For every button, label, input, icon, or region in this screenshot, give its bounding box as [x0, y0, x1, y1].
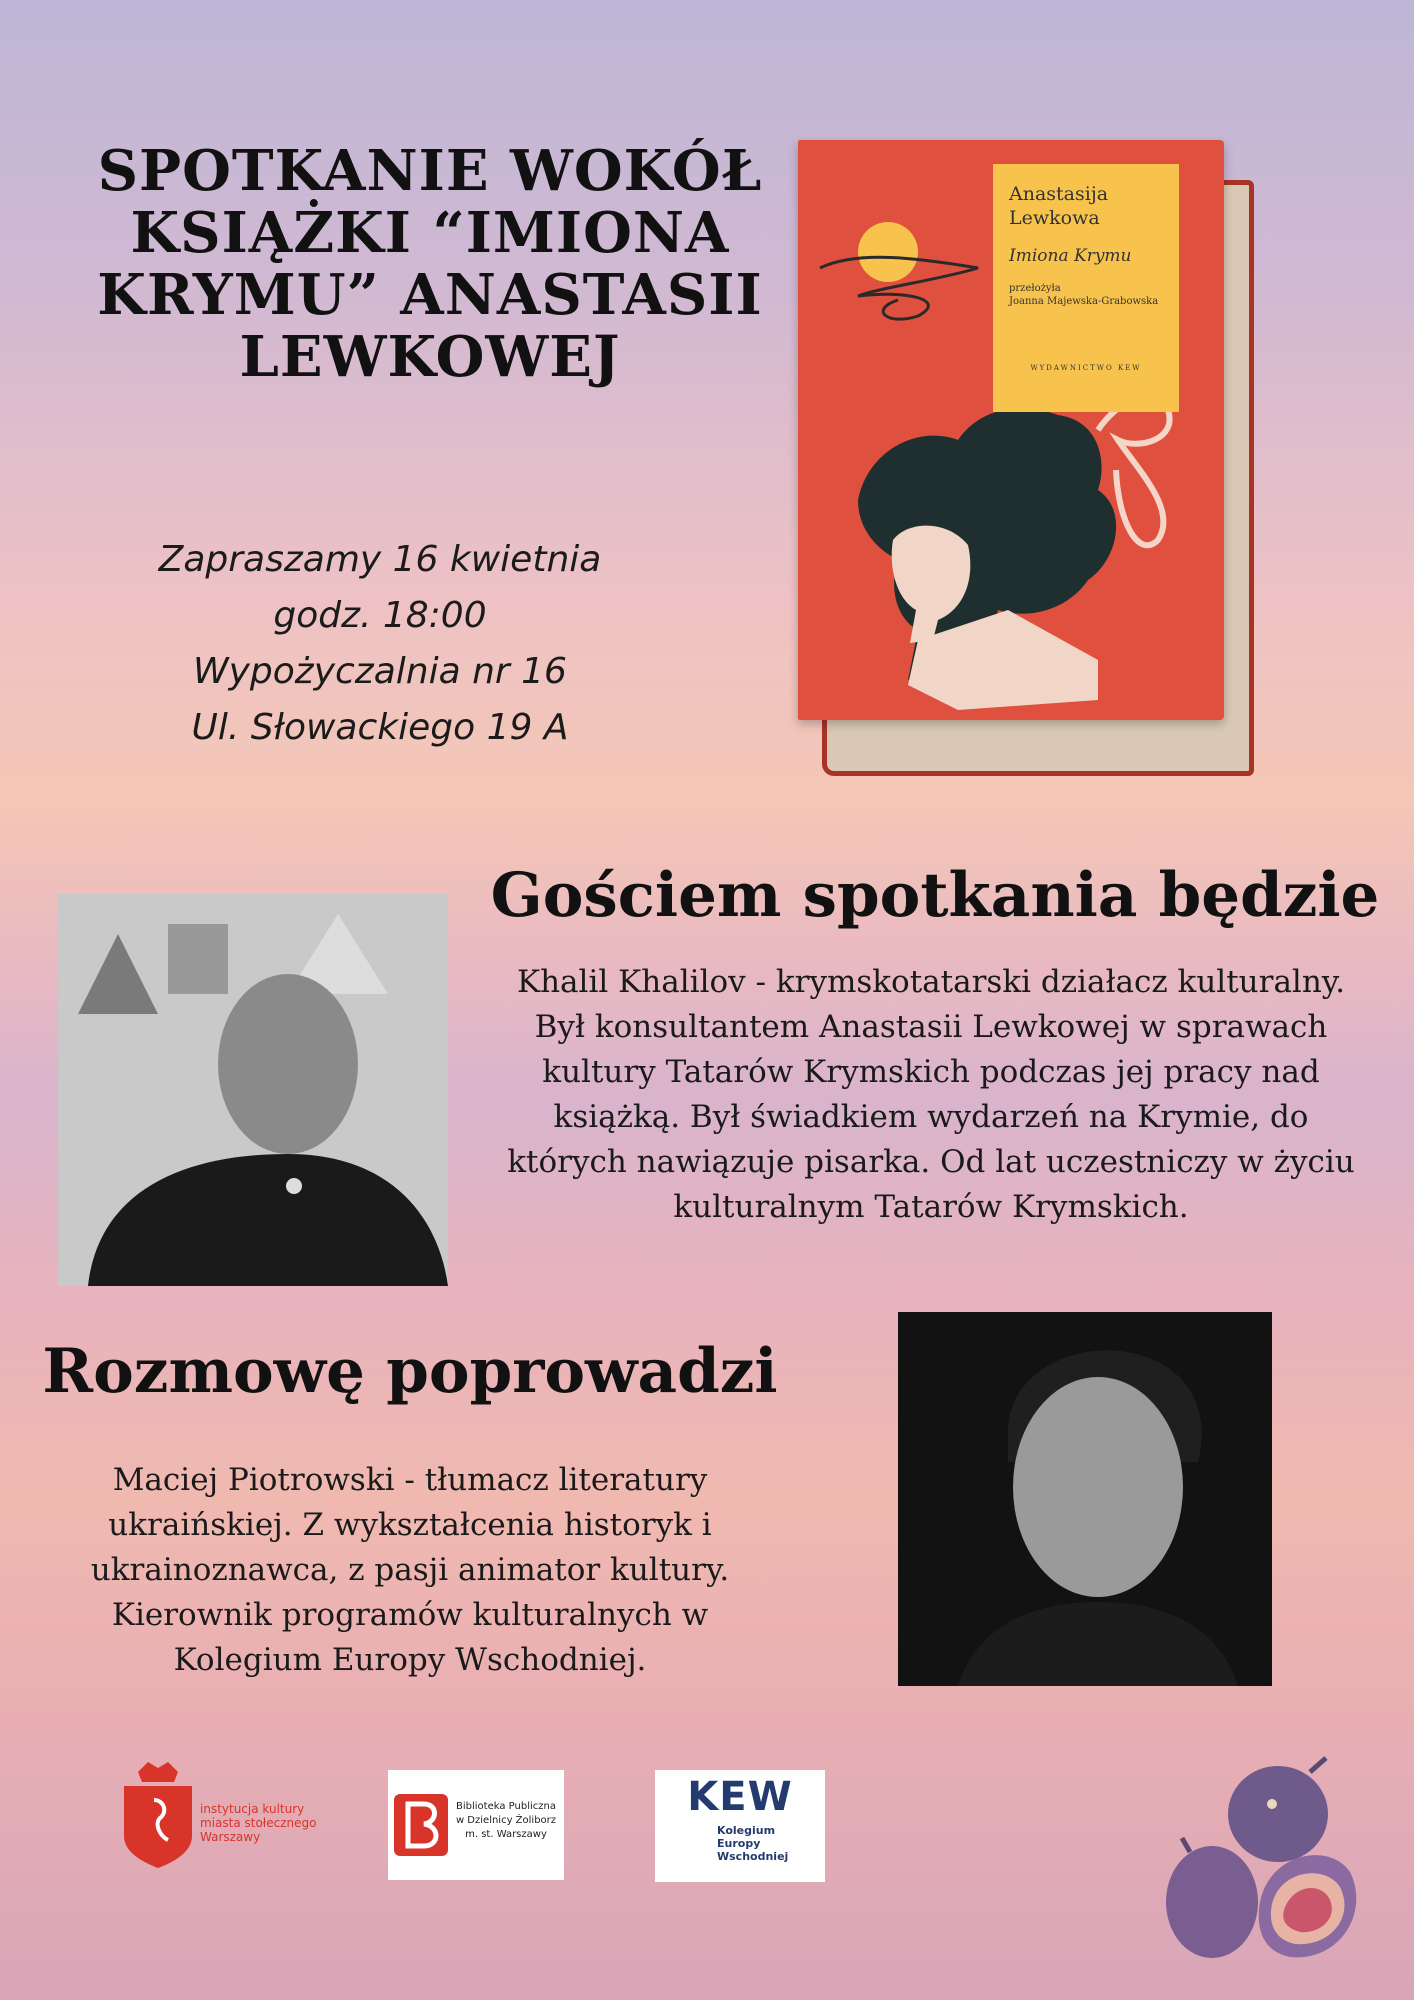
book-label	[993, 164, 1179, 412]
city-logo-line: instytucja kultury	[200, 1802, 305, 1816]
event-date: Zapraszamy 16 kwietnia	[158, 539, 602, 580]
kew-logo-mark: KEW	[687, 1774, 793, 1820]
city-logo-line: miasta stołecznego	[200, 1816, 317, 1830]
translator-line: Joanna Majewska-Grabowska	[1009, 296, 1159, 307]
book-translator	[1009, 282, 1163, 308]
book-front-cover	[798, 140, 1224, 720]
kew-logo-line: Wschodniej	[717, 1850, 789, 1863]
book-author-line: Anastasija	[1009, 183, 1109, 205]
book-publisher: WYDAWNICTWO KEW	[1030, 364, 1142, 372]
city-logo-text	[200, 1802, 316, 1844]
warsaw-crest-icon	[118, 1756, 198, 1868]
event-title	[80, 140, 780, 388]
event-details	[120, 532, 640, 756]
city-logo-line: Warszawy	[200, 1830, 261, 1844]
kew-logo-text	[717, 1824, 788, 1863]
library-b-icon	[394, 1794, 448, 1856]
book-title: Imiona Krymu	[1009, 246, 1132, 266]
event-time: godz. 18:00	[273, 595, 487, 636]
host-bio: Maciej Piotrowski - tłumacz literatury ukraińskiej. Z wykształcenia historyk i ukrainoznawca, z pasji animator kultury. Kierownik programów kulturalnych w Kolegium Europy Wschodniej.	[90, 1462, 730, 1678]
title-line: KSIĄŻKI “IMIONA	[130, 200, 730, 266]
title-line: SPOTKANIE WOKÓŁ	[97, 138, 763, 204]
title-line: KRYMU” ANASTASII	[97, 262, 763, 328]
library-logo-text	[452, 1800, 560, 1842]
event-venue: Wypożyczalnia nr 16	[193, 651, 567, 692]
library-logo-line: m. st. Warszawy	[465, 1829, 547, 1840]
host-heading: Rozmowę poprowadzi	[42, 1336, 778, 1407]
guest-heading: Gościem spotkania będzie	[490, 860, 1380, 931]
library-logo-line: w Dzielnicy Żoliborz	[455, 1815, 557, 1826]
city-institution-logo	[118, 1756, 348, 1868]
guest-bio: Khalil Khalilov - krymskotatarski działacz kulturalny. Był konsultantem Anastasii Lewkowej w sprawach kultury Tatarów Krymskich podczas jej pracy nad książką. Był świadkiem wydarzeń na Krymie, do których nawiązuje pisarka. Od lat uczestniczy w życiu kulturalnym Tatarów Krymskich.	[507, 964, 1355, 1225]
library-logo-line: Biblioteka Publiczna	[456, 1801, 556, 1812]
book-author-line: Lewkowa	[1009, 207, 1100, 229]
kew-logo-line: Europy	[717, 1837, 761, 1850]
kew-logo-line: Kolegium	[717, 1824, 776, 1837]
kew-logo	[655, 1770, 825, 1882]
translator-line: przełożyła	[1009, 283, 1061, 294]
host-photo	[898, 1312, 1272, 1686]
title-line: LEWKOWEJ	[239, 324, 621, 390]
figs-illustration	[1160, 1752, 1380, 1970]
library-logo	[388, 1770, 564, 1880]
guest-photo	[58, 894, 448, 1286]
book-author	[1009, 182, 1163, 230]
book-cover-image	[798, 140, 1254, 776]
guest-portrait-illustration	[58, 894, 448, 1286]
event-address: Ul. Słowackiego 19 A	[191, 707, 569, 748]
host-portrait-illustration	[898, 1312, 1272, 1686]
